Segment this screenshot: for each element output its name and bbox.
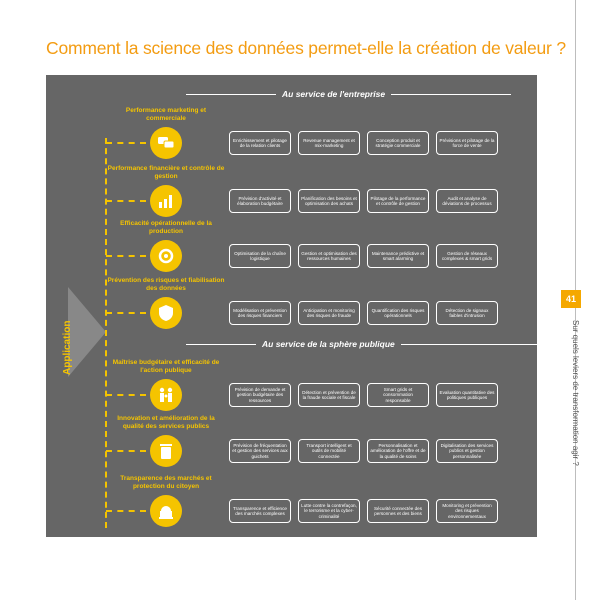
connector-branch bbox=[106, 450, 146, 452]
lever-box: Personnalisation et amélioration de l'offre et de la qualité de soins bbox=[367, 439, 429, 463]
lever-box: Enrichissement et pilotage de la relation clients bbox=[229, 131, 291, 155]
lever-box: Prévision d'activité et élaboration budgétaire bbox=[229, 189, 291, 213]
lever-box: Optimisation de la chaîne logistique bbox=[229, 244, 291, 268]
category-label: Prévention des risques et fiabilisation des données bbox=[107, 277, 225, 292]
lever-box: Transparence et efficience des marchés complexes bbox=[229, 499, 291, 523]
application-arrow bbox=[68, 287, 106, 377]
category-label: Performance marketing et commerciale bbox=[125, 107, 207, 122]
lever-box: Gestion de réseaux complexes & smart grids bbox=[436, 244, 498, 268]
application-label: Application bbox=[62, 320, 73, 375]
connector-branch bbox=[106, 200, 146, 202]
lever-box: Pilotage de la performance et contrôle de gestion bbox=[367, 189, 429, 213]
page-title: Comment la science des données permet-elle la création de valeur ? bbox=[46, 38, 566, 58]
lever-box: Quantification des risques opérationnels bbox=[367, 301, 429, 325]
lever-box: Digitalisation des services publics et gestion personnalisée bbox=[436, 439, 498, 463]
connector-branch bbox=[106, 510, 146, 512]
value-creation-diagram bbox=[46, 75, 537, 537]
lever-box: Evaluation quantitative des politiques publiques bbox=[436, 383, 498, 407]
lever-box: Prévision de fréquentation et gestion des services aux guichets bbox=[229, 439, 291, 463]
lever-box: Sécurité connectée des personnes et des biens bbox=[367, 499, 429, 523]
connector-branch bbox=[106, 394, 146, 396]
chapter-title: Sur quels leviers de transformation agir ? bbox=[571, 320, 580, 466]
lever-box: Smart grids et consommation responsable bbox=[367, 383, 429, 407]
lever-box: Monitoring et prévention des risques environnementaux bbox=[436, 499, 498, 523]
lever-box: Conception produit et stratégie commerciale bbox=[367, 131, 429, 155]
category-label: Maîtrise budgétaire et efficacité de l'action publique bbox=[112, 359, 220, 374]
bin-icon bbox=[150, 435, 182, 467]
capitol-icon bbox=[150, 495, 182, 527]
lever-box: Audit et analyse de déviations de processus bbox=[436, 189, 498, 213]
section-header-public: Au service de la sphère publique bbox=[186, 339, 541, 349]
family-icon bbox=[150, 379, 182, 411]
chat-bubbles-icon bbox=[150, 127, 182, 159]
connector-trunk bbox=[105, 138, 107, 528]
lever-box: Modélisation et prévention des risques financiers bbox=[229, 301, 291, 325]
category-label: Performance financière et contrôle de gestion bbox=[107, 165, 225, 180]
lever-box: Planification des besoins et optimisation des achats bbox=[298, 189, 360, 213]
connector-branch bbox=[106, 255, 146, 257]
lever-box: Prévisions et pilotage de la force de vente bbox=[436, 131, 498, 155]
lever-box: Revenue management et mix-marketing bbox=[298, 131, 360, 155]
category-label: Efficacité opérationnelle de la production bbox=[120, 220, 212, 235]
lever-box: Maintenance prédictive et smart alarming bbox=[367, 244, 429, 268]
lever-box: Détection et prévention de la fraude sociale et fiscale bbox=[298, 383, 360, 407]
connector-branch bbox=[106, 142, 146, 144]
shield-icon bbox=[150, 297, 182, 329]
lever-box: Lutte contre la contrefaçon, le terrorisme et la cyber-criminalité bbox=[298, 499, 360, 523]
lever-box: Prévision de demande et gestion budgétaire des ressources bbox=[229, 383, 291, 407]
category-label: Innovation et amélioration de la qualité des services publics bbox=[117, 415, 215, 430]
lever-box: Gestion et optimisation des ressources humaines bbox=[298, 244, 360, 268]
lever-box: Transport intelligent et outils de mobilité connectée bbox=[298, 439, 360, 463]
connector-branch bbox=[106, 312, 146, 314]
section-header-entreprise: Au service de l'entreprise bbox=[186, 89, 511, 99]
lever-box: Détection de signaux faibles d'intrusion bbox=[436, 301, 498, 325]
bar-chart-icon bbox=[150, 185, 182, 217]
page-number: 41 bbox=[561, 290, 581, 308]
category-label: Transparence des marchés et protection du citoyen bbox=[120, 475, 212, 490]
lever-box: Anticipation et monitoring des risques de fraude bbox=[298, 301, 360, 325]
factory-icon bbox=[150, 240, 182, 272]
